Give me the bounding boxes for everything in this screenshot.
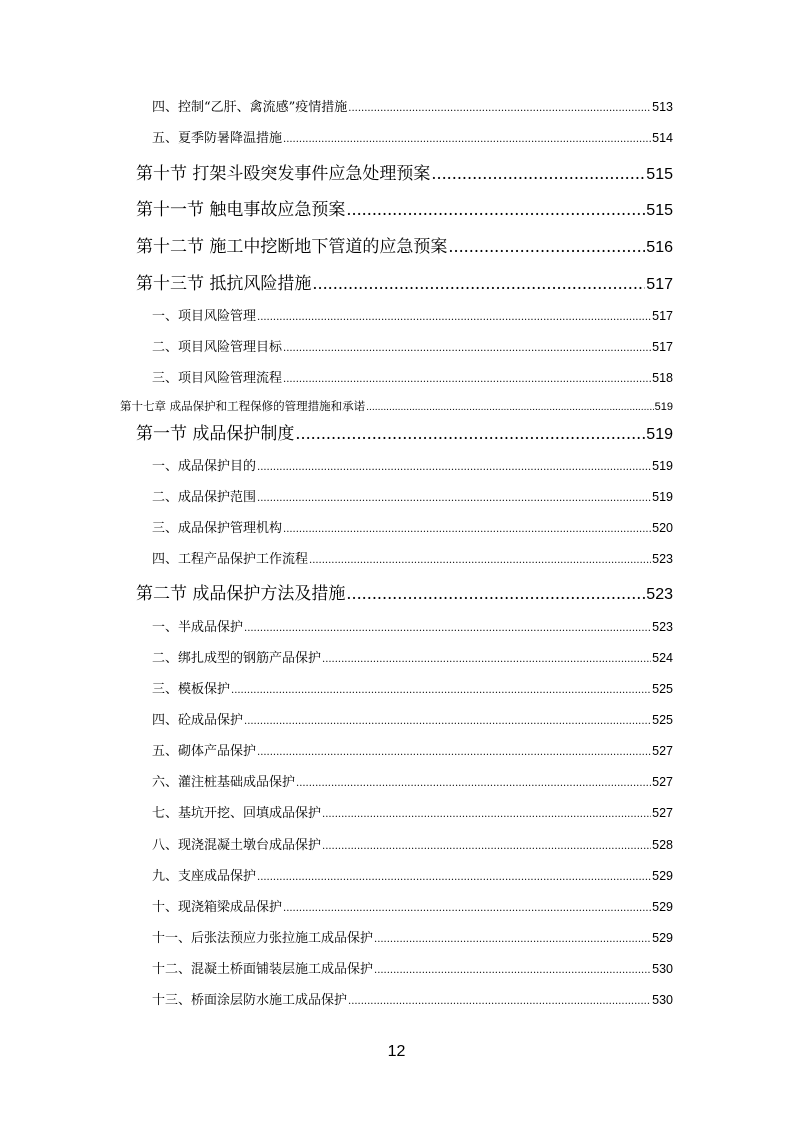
toc-entry-title: 四、砼成品保护 bbox=[152, 713, 244, 728]
dot-leader bbox=[374, 934, 651, 945]
toc-entry-title: 第十节 打架斗殴突发事件应急处理预案 bbox=[136, 164, 431, 184]
toc-entry-page: 515 bbox=[646, 166, 673, 183]
dot-leader bbox=[295, 424, 645, 443]
toc-entry-title: 六、灌注桩基础成品保护 bbox=[152, 775, 296, 790]
toc-entry[interactable] bbox=[152, 616, 673, 635]
toc-entry-page: 515 bbox=[646, 202, 673, 219]
toc-entry-title: 一、成品保护目的 bbox=[152, 459, 257, 474]
dot-leader bbox=[244, 716, 651, 727]
toc-entry[interactable] bbox=[152, 896, 673, 915]
dot-leader bbox=[283, 903, 651, 914]
dot-leader bbox=[322, 809, 651, 820]
toc-entry[interactable] bbox=[152, 647, 673, 666]
toc-entry-title: 第二节 成品保护方法及措施 bbox=[136, 584, 346, 604]
toc-entry[interactable] bbox=[152, 548, 673, 567]
dot-leader bbox=[283, 343, 651, 354]
toc-entry-title: 三、模板保护 bbox=[152, 682, 231, 697]
dot-leader bbox=[448, 237, 645, 256]
toc-entry[interactable] bbox=[152, 771, 673, 790]
toc-entry-page: 527 bbox=[652, 775, 673, 789]
dot-leader bbox=[257, 462, 651, 473]
dot-leader bbox=[312, 274, 645, 293]
dot-leader bbox=[257, 493, 651, 504]
toc-entry-page: 520 bbox=[652, 521, 673, 535]
dot-leader bbox=[348, 103, 651, 114]
toc-entry-title: 二、成品保护范围 bbox=[152, 490, 257, 505]
toc-entry-title: 八、现浇混凝土墩台成品保护 bbox=[152, 838, 322, 853]
toc-entry-title: 第十三节 抵抗风险措施 bbox=[136, 274, 312, 294]
toc-entry[interactable] bbox=[152, 486, 673, 505]
toc-entry[interactable] bbox=[152, 958, 673, 977]
toc-entry-page: 523 bbox=[646, 586, 673, 603]
toc-entry-title: 三、项目风险管理流程 bbox=[152, 371, 283, 386]
toc-entry-page: 517 bbox=[652, 309, 673, 323]
toc-entry-page: 519 bbox=[646, 426, 673, 443]
dot-leader bbox=[322, 841, 651, 852]
toc-entry[interactable] bbox=[136, 579, 673, 604]
toc-entry-page: 519 bbox=[652, 459, 673, 473]
toc-entry-page: 514 bbox=[652, 131, 673, 145]
toc-entry-page: 513 bbox=[652, 100, 673, 114]
toc-entry-page: 525 bbox=[652, 713, 673, 727]
toc-entry-title: 二、项目风险管理目标 bbox=[152, 340, 283, 355]
toc-entry[interactable] bbox=[152, 517, 673, 536]
toc-entry-page: 530 bbox=[652, 993, 673, 1007]
toc-entry-title: 九、支座成品保护 bbox=[152, 869, 257, 884]
toc-entry-title: 五、夏季防暑降温措施 bbox=[152, 131, 283, 146]
toc-entry-page: 519 bbox=[652, 490, 673, 504]
toc-entry-title: 七、基坑开挖、回填成品保护 bbox=[152, 806, 322, 821]
dot-leader bbox=[257, 747, 651, 758]
dot-leader bbox=[296, 778, 651, 789]
toc-entry-title: 十三、桥面涂层防水施工成品保护 bbox=[152, 993, 348, 1008]
toc-entry[interactable] bbox=[136, 232, 673, 257]
toc-entry-page: 523 bbox=[652, 620, 673, 634]
toc-entry-page: 529 bbox=[652, 869, 673, 883]
toc-entry-page: 519 bbox=[654, 401, 673, 413]
dot-leader bbox=[257, 872, 651, 883]
toc-entry[interactable] bbox=[136, 419, 673, 444]
toc-entry-title: 十一、后张法预应力张拉施工成品保护 bbox=[152, 931, 374, 946]
toc-entry[interactable] bbox=[152, 455, 673, 474]
toc-entry[interactable] bbox=[136, 269, 673, 294]
dot-leader bbox=[257, 312, 651, 323]
toc-entry[interactable] bbox=[136, 195, 673, 220]
dot-leader bbox=[348, 996, 651, 1007]
toc-entry[interactable] bbox=[152, 802, 673, 821]
dot-leader bbox=[346, 584, 645, 603]
toc-entry-page: 518 bbox=[652, 371, 673, 385]
toc-entry-page: 525 bbox=[652, 682, 673, 696]
dot-leader bbox=[309, 555, 651, 566]
toc-entry-page: 529 bbox=[652, 931, 673, 945]
toc-entry-page: 527 bbox=[652, 744, 673, 758]
toc-entry-page: 516 bbox=[646, 239, 673, 256]
toc-entry[interactable] bbox=[152, 927, 673, 946]
toc-entry-title: 四、工程产品保护工作流程 bbox=[152, 552, 309, 567]
toc-entry-page: 528 bbox=[652, 838, 673, 852]
dot-leader bbox=[346, 200, 645, 219]
toc-entry-title: 第十二节 施工中挖断地下管道的应急预案 bbox=[136, 237, 448, 257]
toc-entry[interactable] bbox=[152, 709, 673, 728]
toc-entry-page: 530 bbox=[652, 962, 673, 976]
toc-entry-title: 三、成品保护管理机构 bbox=[152, 521, 283, 536]
toc-entry-page: 529 bbox=[652, 900, 673, 914]
toc-entry[interactable] bbox=[152, 336, 673, 355]
toc-entry[interactable] bbox=[152, 305, 673, 324]
toc-entry-page: 517 bbox=[646, 276, 673, 293]
toc-entry-title: 四、控制“乙肝、禽流感”疫情措施 bbox=[152, 100, 348, 115]
dot-leader bbox=[366, 403, 653, 413]
toc-entry[interactable] bbox=[152, 834, 673, 853]
dot-leader bbox=[244, 623, 651, 634]
toc-entry-page: 517 bbox=[652, 340, 673, 354]
toc-entry-title: 一、项目风险管理 bbox=[152, 309, 257, 324]
toc-entry-title: 十、现浇箱梁成品保护 bbox=[152, 900, 283, 915]
toc-entry-title: 五、砌体产品保护 bbox=[152, 744, 257, 759]
toc-entry[interactable] bbox=[152, 127, 673, 146]
dot-leader bbox=[431, 164, 645, 183]
toc-entry-page: 527 bbox=[652, 806, 673, 820]
dot-leader bbox=[283, 524, 651, 535]
toc-entry[interactable] bbox=[152, 367, 673, 386]
toc-entry[interactable] bbox=[136, 159, 673, 184]
page-number: 12 bbox=[387, 1043, 406, 1060]
toc-entry-title: 第十一节 触电事故应急预案 bbox=[136, 200, 346, 220]
toc-entry[interactable] bbox=[152, 989, 673, 1008]
dot-leader bbox=[283, 374, 651, 385]
toc-entry-title: 第一节 成品保护制度 bbox=[136, 424, 295, 444]
toc-entry[interactable] bbox=[120, 398, 673, 414]
toc-entry-page: 524 bbox=[652, 651, 673, 665]
toc-entry[interactable] bbox=[152, 865, 673, 884]
toc-entry-title: 十二、混凝土桥面铺装层施工成品保护 bbox=[152, 962, 374, 977]
dot-leader bbox=[283, 134, 651, 145]
toc-entry-title: 二、绑扎成型的钢筋产品保护 bbox=[152, 651, 322, 666]
toc-entry[interactable] bbox=[152, 96, 673, 115]
dot-leader bbox=[374, 965, 651, 976]
toc-entry[interactable] bbox=[152, 678, 673, 697]
toc-entry-page: 523 bbox=[652, 552, 673, 566]
dot-leader bbox=[322, 654, 651, 665]
toc-entry-title: 一、半成品保护 bbox=[152, 620, 244, 635]
dot-leader bbox=[231, 685, 651, 696]
toc-entry[interactable] bbox=[152, 740, 673, 759]
toc-entry-title: 第十七章 成品保护和工程保修的管理措施和承诺 bbox=[120, 399, 366, 413]
